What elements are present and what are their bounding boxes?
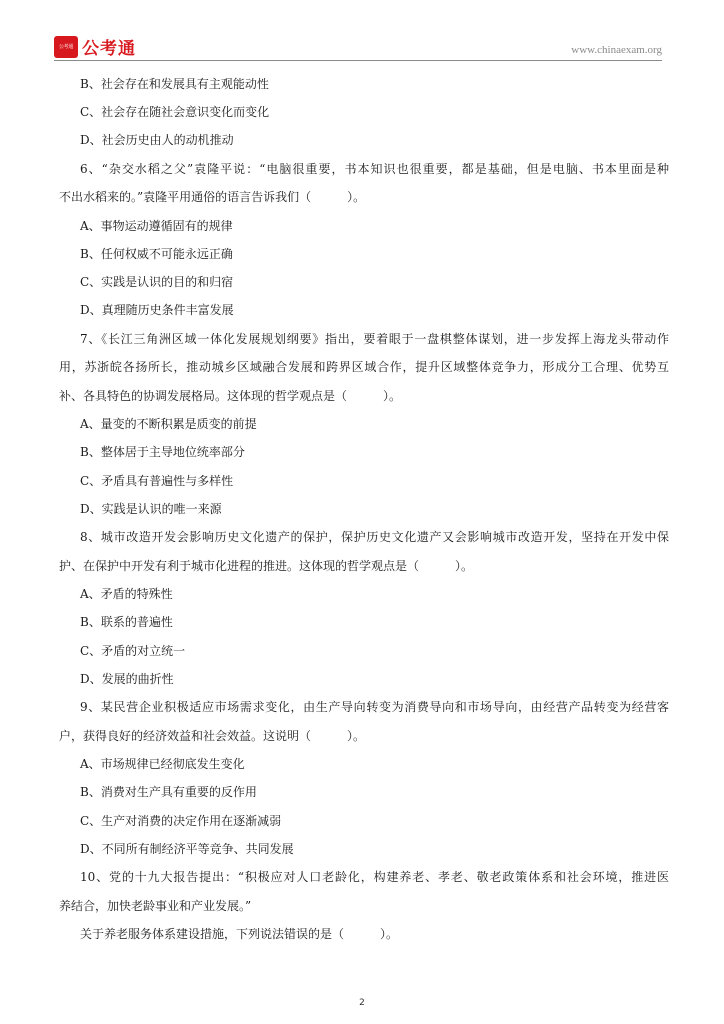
question-8-line-1: 8、城市改造开发会影响历史文化遗产的保护，保护历史文化遗产又会影响城市改造开发，坚持在开发中保 bbox=[80, 530, 669, 544]
option-c: C、矛盾具有普遍性与多样性 bbox=[80, 474, 234, 488]
option-a: A、事物运动遵循固有的规律 bbox=[80, 219, 233, 233]
option-a: A、市场规律已经彻底发生变化 bbox=[80, 757, 245, 771]
header-divider bbox=[54, 60, 662, 61]
option-c: C、矛盾的对立统一 bbox=[80, 644, 186, 658]
question-10-line-1: 10、党的十九大报告提出：“积极应对人口老龄化，构建养老、孝老、敬老政策体系和社会环境，推进医 bbox=[80, 870, 669, 884]
logo-badge: 公考通 bbox=[54, 36, 78, 58]
site-url: www.chinaexam.org bbox=[571, 44, 662, 56]
option-d: D、发展的曲折性 bbox=[80, 672, 174, 686]
option-c: C、生产对消费的决定作用在逐渐减弱 bbox=[80, 814, 282, 828]
page-number: 2 bbox=[359, 998, 365, 1008]
option-b: B、整体居于主导地位统率部分 bbox=[80, 445, 245, 459]
option-d: D、社会历史由人的动机推动 bbox=[80, 133, 234, 147]
question-9-line-1: 9、某民营企业积极适应市场需求变化，由生产导向转变为消费导向和市场导向，由经营产品转变为经营客 bbox=[80, 700, 669, 714]
question-9-line-2: 户，获得良好的经济效益和社会效益。这说明（ ）。 bbox=[59, 729, 366, 743]
option-a: A、量变的不断积累是质变的前提 bbox=[80, 417, 257, 431]
option-b: B、联系的普遍性 bbox=[80, 615, 173, 629]
option-d: D、真理随历史条件丰富发展 bbox=[80, 303, 234, 317]
option-b: B、消费对生产具有重要的反作用 bbox=[80, 785, 257, 799]
option-d: D、不同所有制经济平等竞争、共同发展 bbox=[80, 842, 294, 856]
option-d: D、实践是认识的唯一来源 bbox=[80, 502, 222, 516]
option-b: B、社会存在和发展具有主观能动性 bbox=[80, 77, 269, 91]
option-c: C、实践是认识的目的和归宿 bbox=[80, 275, 234, 289]
question-6-line-1: 6、“杂交水稻之父”袁隆平说：“电脑很重要，书本知识也很重要，都是基础，但是电脑、书本里面是种 bbox=[80, 162, 669, 176]
question-7-line-3: 补、各具特色的协调发展格局。这体现的哲学观点是（ ）。 bbox=[59, 389, 402, 403]
option-b: B、任何权威不可能永远正确 bbox=[80, 247, 233, 261]
question-7-line-1: 7、《长江三角洲区域一体化发展规划纲要》指出，要着眼于一盘棋整体谋划，进一步发挥上海龙头带动作 bbox=[80, 332, 669, 346]
question-6-line-2: 不出水稻来的。”袁隆平用通俗的语言告诉我们（ ）。 bbox=[59, 190, 366, 204]
question-8-line-2: 护、在保护中开发有利于城市化进程的推进。这体现的哲学观点是（ ）。 bbox=[59, 559, 474, 573]
question-10-line-2: 养结合，加快老龄事业和产业发展。” bbox=[59, 899, 252, 913]
page-header bbox=[54, 32, 662, 60]
question-7-line-2: 用，苏浙皖各扬所长，推动城乡区域融合发展和跨界区域合作，提升区域整体竞争力，形成分工合理、优势互 bbox=[59, 360, 669, 374]
logo-text: 公考通 bbox=[82, 39, 136, 59]
logo bbox=[54, 34, 136, 59]
option-a: A、矛盾的特殊性 bbox=[80, 587, 173, 601]
option-c: C、社会存在随社会意识变化而变化 bbox=[80, 105, 270, 119]
question-10-prompt: 关于养老服务体系建设措施，下列说法错误的是（ ）。 bbox=[80, 927, 399, 941]
